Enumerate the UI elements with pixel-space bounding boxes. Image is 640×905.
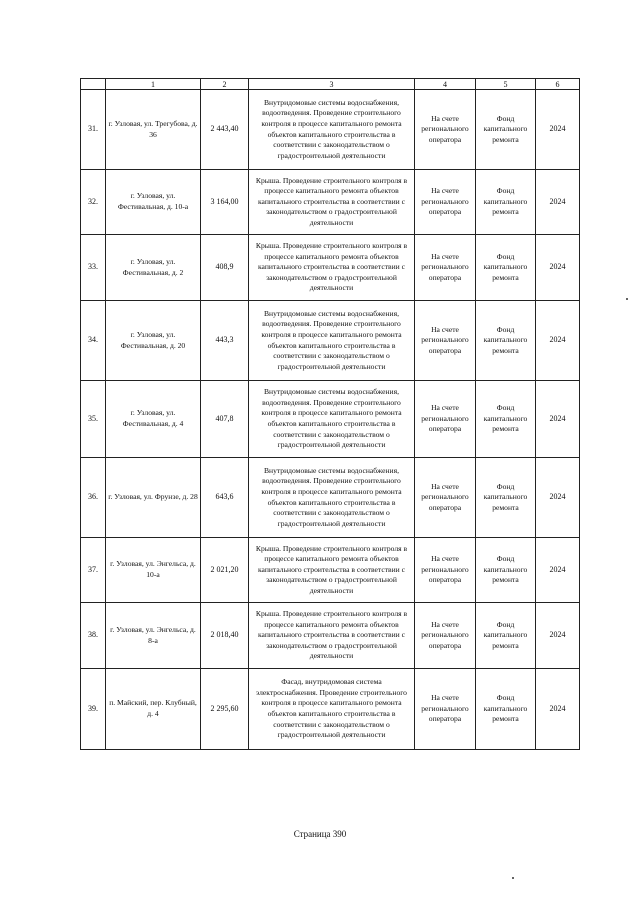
table-row xyxy=(81,669,580,750)
funding-source-cell: Фонд капитального ремонта xyxy=(476,538,536,603)
funding-method-cell: На счете регионального оператора xyxy=(415,90,476,170)
table-row xyxy=(81,170,580,235)
area-cell: 407,8 xyxy=(201,381,249,458)
address-cell: г. Узловая, ул. Фестивальная, д. 10-а xyxy=(106,170,201,235)
table-row xyxy=(81,301,580,381)
funding-source-cell: Фонд капитального ремонта xyxy=(476,603,536,669)
funding-method-cell: На счете регионального оператора xyxy=(415,235,476,301)
year-cell: 2024 xyxy=(536,603,580,669)
year-cell: 2024 xyxy=(536,381,580,458)
year-cell: 2024 xyxy=(536,170,580,235)
address-cell: г. Узловая, ул. Фестивальная, д. 20 xyxy=(106,301,201,381)
area-cell: 3 164,00 xyxy=(201,170,249,235)
table-row xyxy=(81,235,580,301)
column-number-row xyxy=(81,79,580,90)
repair-schedule-table xyxy=(80,78,580,750)
work-description-cell: Крыша. Проведение строительного контроля в процессе капитального ремонта объектов капитального строительства в соответствии с законодательством о градостроительной деятельности xyxy=(249,603,415,669)
work-description-cell: Внутридомовые системы водоснабжения, водоотведения. Проведение строительного контроля в процессе капитального ремонта объектов капитального строительства в соответствии с законодательством о градостроительной деятельности xyxy=(249,90,415,170)
funding-source-cell: Фонд капитального ремонта xyxy=(476,170,536,235)
funding-source-cell: Фонд капитального ремонта xyxy=(476,235,536,301)
address-cell: г. Узловая, ул. Энгельса, д. 10-а xyxy=(106,538,201,603)
work-description-cell: Крыша. Проведение строительного контроля в процессе капитального ремонта объектов капитального строительства в соответствии с законодательством о градостроительной деятельности xyxy=(249,538,415,603)
year-cell: 2024 xyxy=(536,669,580,750)
area-cell: 2 295,60 xyxy=(201,669,249,750)
area-cell: 2 021,20 xyxy=(201,538,249,603)
row-number: 39. xyxy=(81,669,106,750)
area-cell: 643,6 xyxy=(201,458,249,538)
column-number-blank xyxy=(81,79,106,90)
work-description-cell: Внутридомовые системы водоснабжения, водоотведения. Проведение строительного контроля в процессе капитального ремонта объектов капитального строительства в соответствии с законодательством о градостроительной деятельности xyxy=(249,301,415,381)
work-description-cell: Внутридомовые системы водоснабжения, водоотведения. Проведение строительного контроля в процессе капитального ремонта объектов капитального строительства в соответствии с законодательством о градостроительной деятельности xyxy=(249,458,415,538)
address-cell: г. Узловая, ул. Фрунзе, д. 28 xyxy=(106,458,201,538)
area-cell: 2 018,40 xyxy=(201,603,249,669)
row-number: 36. xyxy=(81,458,106,538)
table-row xyxy=(81,458,580,538)
funding-method-cell: На счете регионального оператора xyxy=(415,603,476,669)
address-cell: г. Узловая, ул. Энгельса, д. 8-а xyxy=(106,603,201,669)
year-cell: 2024 xyxy=(536,538,580,603)
funding-method-cell: На счете регионального оператора xyxy=(415,170,476,235)
funding-source-cell: Фонд капитального ремонта xyxy=(476,381,536,458)
work-description-cell: Крыша. Проведение строительного контроля в процессе капитального ремонта объектов капитального строительства в соответствии с законодательством о градостроительной деятельности xyxy=(249,170,415,235)
row-number: 37. xyxy=(81,538,106,603)
funding-method-cell: На счете регионального оператора xyxy=(415,458,476,538)
funding-method-cell: На счете регионального оператора xyxy=(415,301,476,381)
area-cell: 408,9 xyxy=(201,235,249,301)
row-number: 33. xyxy=(81,235,106,301)
year-cell: 2024 xyxy=(536,301,580,381)
area-cell: 2 443,40 xyxy=(201,90,249,170)
funding-source-cell: Фонд капитального ремонта xyxy=(476,90,536,170)
work-description-cell: Крыша. Проведение строительного контроля в процессе капитального ремонта объектов капитального строительства в соответствии с законодательством о градостроительной деятельности xyxy=(249,235,415,301)
row-number: 38. xyxy=(81,603,106,669)
table-row xyxy=(81,90,580,170)
year-cell: 2024 xyxy=(536,90,580,170)
funding-method-cell: На счете регионального оператора xyxy=(415,669,476,750)
column-number: 1 xyxy=(106,79,201,90)
row-number: 35. xyxy=(81,381,106,458)
funding-source-cell: Фонд капитального ремонта xyxy=(476,458,536,538)
column-number: 6 xyxy=(536,79,580,90)
column-number: 3 xyxy=(249,79,415,90)
row-number: 34. xyxy=(81,301,106,381)
funding-method-cell: На счете регионального оператора xyxy=(415,538,476,603)
year-cell: 2024 xyxy=(536,235,580,301)
row-number: 31. xyxy=(81,90,106,170)
scan-speck xyxy=(512,877,514,879)
address-cell: г. Узловая, ул. Трегубова, д. 36 xyxy=(106,90,201,170)
work-description-cell: Фасад, внутридомовая система электроснабжения. Проведение строительного контроля в процессе капитального ремонта объектов капитального строительства в соответствии с законодательством о градостроительной деятельности xyxy=(249,669,415,750)
funding-method-cell: На счете регионального оператора xyxy=(415,381,476,458)
funding-source-cell: Фонд капитального ремонта xyxy=(476,301,536,381)
table-row xyxy=(81,603,580,669)
area-cell: 443,3 xyxy=(201,301,249,381)
column-number: 2 xyxy=(201,79,249,90)
address-cell: г. Узловая, ул. Фестивальная, д. 2 xyxy=(106,235,201,301)
work-description-cell: Внутридомовые системы водоснабжения, водоотведения. Проведение строительного контроля в процессе капитального ремонта объектов капитального строительства в соответствии с законодательством о градостроительной деятельности xyxy=(249,381,415,458)
funding-source-cell: Фонд капитального ремонта xyxy=(476,669,536,750)
table-row xyxy=(81,381,580,458)
table-row xyxy=(81,538,580,603)
table-body xyxy=(81,79,580,750)
column-number: 4 xyxy=(415,79,476,90)
row-number: 32. xyxy=(81,170,106,235)
year-cell: 2024 xyxy=(536,458,580,538)
scan-speck xyxy=(626,298,628,300)
address-cell: г. Узловая, ул. Фестивальная, д. 4 xyxy=(106,381,201,458)
column-number: 5 xyxy=(476,79,536,90)
page-number: Страница 390 xyxy=(293,829,347,839)
address-cell: п. Майский, пер. Клубный, д. 4 xyxy=(106,669,201,750)
